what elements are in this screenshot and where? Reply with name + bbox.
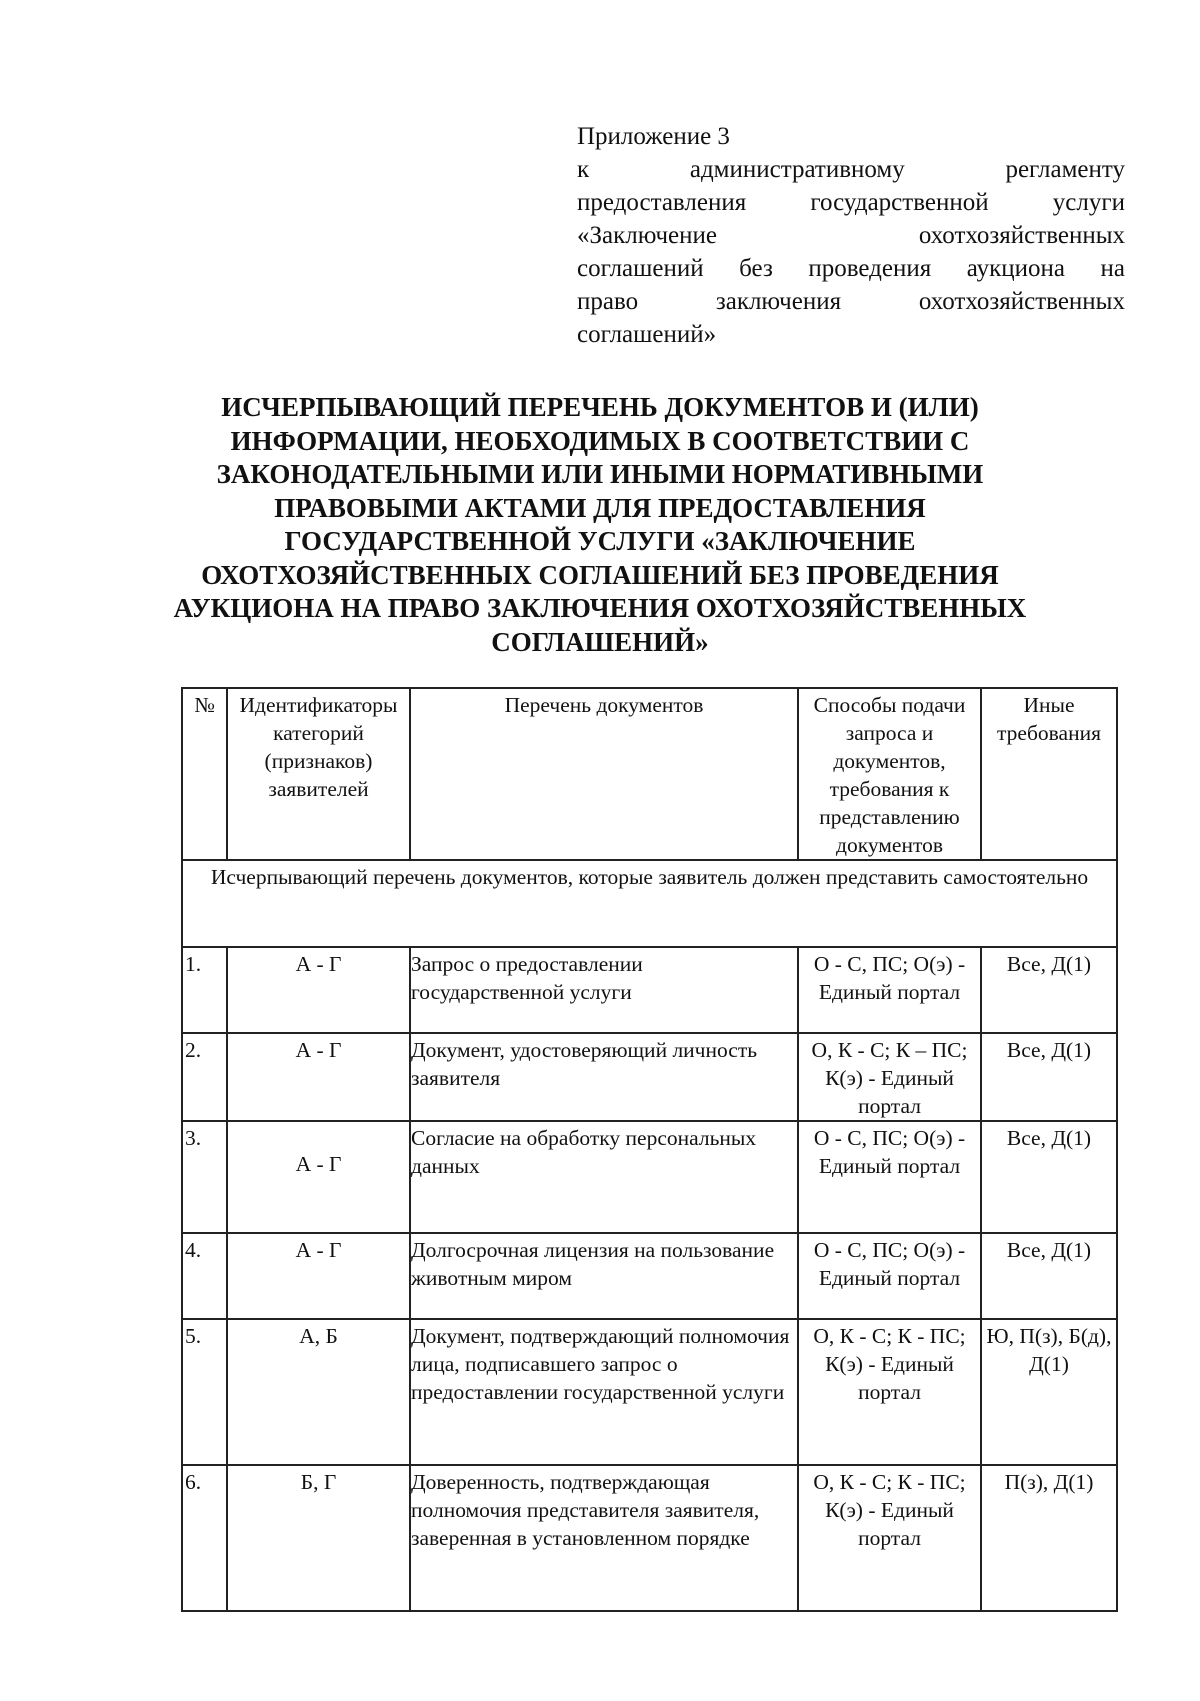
- row-method: О, К - С; К – ПС; К(э) - Единый портал: [798, 1033, 981, 1121]
- appendix-number: Приложение 3: [577, 123, 730, 150]
- header-identifiers: Идентификаторы категорий (признаков) заявителей: [227, 688, 410, 860]
- header-num: №: [182, 688, 227, 860]
- table-row: [182, 1121, 1117, 1233]
- appendix-line-2: к административному регламенту: [577, 156, 1125, 183]
- documents-table: [181, 687, 1118, 1612]
- row-num: 5.: [182, 1319, 227, 1465]
- row-other: Все, Д(1): [981, 947, 1117, 1033]
- header-documents: Перечень документов: [410, 688, 798, 860]
- row-num: 1.: [182, 947, 227, 1033]
- appendix-line-4: «Заключение охотхозяйственных: [577, 222, 1125, 249]
- row-other: П(з), Д(1): [981, 1465, 1117, 1611]
- row-num: 2.: [182, 1033, 227, 1121]
- row-other: Все, Д(1): [981, 1033, 1117, 1121]
- appendix-line-7: соглашений»: [577, 321, 717, 348]
- section-title: Исчерпывающий перечень документов, которые заявитель должен представить самостоятельно: [182, 860, 1117, 947]
- row-document: Запрос о предоставлении государственной услуги: [410, 947, 798, 1033]
- row-identifiers: А - Г: [227, 1033, 410, 1121]
- row-other: Все, Д(1): [981, 1121, 1117, 1233]
- row-method: О, К - С; К - ПС; К(э) - Единый портал: [798, 1465, 981, 1611]
- appendix-line-3: предоставления государственной услуги: [577, 189, 1125, 216]
- row-document: Согласие на обработку персональных данных: [410, 1121, 798, 1233]
- table-row: [182, 1465, 1117, 1611]
- row-identifiers: Б, Г: [227, 1465, 410, 1611]
- row-method: О - С, ПС; О(э) - Единый портал: [798, 947, 981, 1033]
- row-num: 3.: [182, 1121, 227, 1233]
- row-method: О - С, ПС; О(э) - Единый портал: [798, 1233, 981, 1319]
- row-other: Все, Д(1): [981, 1233, 1117, 1319]
- table-row: [182, 1033, 1117, 1121]
- row-identifiers: А, Б: [227, 1319, 410, 1465]
- row-identifiers: А - Г: [227, 1121, 410, 1233]
- appendix-line-6: право заключения охотхозяйственных: [577, 288, 1125, 315]
- row-method: О - С, ПС; О(э) - Единый портал: [798, 1121, 981, 1233]
- row-num: 6.: [182, 1465, 227, 1611]
- section-row: [182, 860, 1117, 947]
- row-identifiers: А - Г: [227, 1233, 410, 1319]
- row-document: Долгосрочная лицензия на пользование животным миром: [410, 1233, 798, 1319]
- table-row: [182, 1233, 1117, 1319]
- row-method: О, К - С; К - ПС; К(э) - Единый портал: [798, 1319, 981, 1465]
- header-methods: Способы подачи запроса и документов, требования к представлению документов: [798, 688, 981, 860]
- row-document: Документ, подтверждающий полномочия лица, подписавшего запрос о предоставлении государственной услуги: [410, 1319, 798, 1465]
- table-row: [182, 1319, 1117, 1465]
- appendix-line-5: соглашений без проведения аукциона на: [577, 255, 1125, 282]
- appendix-header: [577, 120, 1125, 351]
- row-num: 4.: [182, 1233, 227, 1319]
- document-title: ИСЧЕРПЫВАЮЩИЙ ПЕРЕЧЕНЬ ДОКУМЕНТОВ И (ИЛИ) ИНФОРМАЦИИ, НЕОБХОДИМЫХ В СООТВЕТСТВИИ С ЗАКОНОДАТЕЛЬНЫМИ ИЛИ ИНЫМИ НОРМАТИВНЫМИ ПРАВОВЫМИ АКТАМИ ДЛЯ ПРЕДОСТАВЛЕНИЯ ГОСУДАРСТВЕННОЙ УСЛУГИ «ЗАКЛЮЧЕНИЕ ОХОТХОЗЯЙСТВЕННЫХ СОГЛАШЕНИЙ БЕЗ ПРОВЕДЕНИЯ АУКЦИОНА НА ПРАВО ЗАКЛЮЧЕНИЯ ОХОТХОЗЯЙСТВЕННЫХ СОГЛАШЕНИЙ»: [173, 392, 1027, 657]
- table-row: [182, 947, 1117, 1033]
- header-other: Иные требования: [981, 688, 1117, 860]
- row-document: Доверенность, подтверждающая полномочия представителя заявителя, заверенная в установленном порядке: [410, 1465, 798, 1611]
- row-document: Документ, удостоверяющий личность заявителя: [410, 1033, 798, 1121]
- row-identifiers: А - Г: [227, 947, 410, 1033]
- row-other: Ю, П(з), Б(д), Д(1): [981, 1319, 1117, 1465]
- table-header-row: [182, 688, 1117, 860]
